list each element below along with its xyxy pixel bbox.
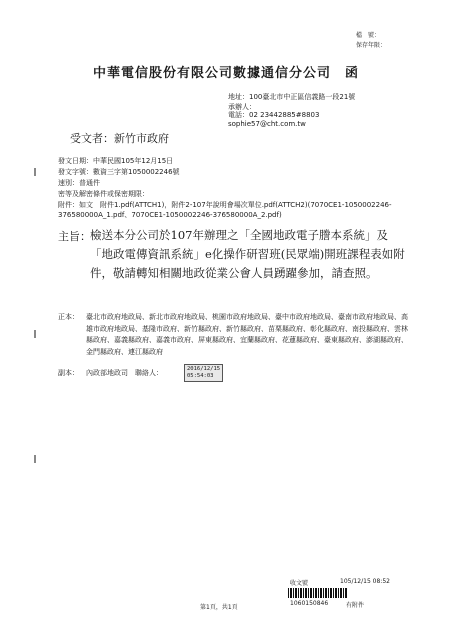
retention-label: 保存年限： (356, 42, 387, 49)
subject-label: 主旨： (58, 230, 91, 243)
main-recipients-text: 臺北市政府地政局、新北市政府地政局、桃園市政府地政局、臺中市政府地政局、臺南市政府地政局、高雄市政府地政局、基隆市政府、新竹縣政府、新竹縣政府、苗栗縣政府、彰化縣政府、南投縣政府、雲林縣政府、嘉義縣政府、嘉義市政府、屏東縣政府、宜蘭縣政府、花蓮縣政府、臺東縣政府、澎湖縣政府、金門縣政府、連江縣政府 (86, 313, 408, 356)
barcode (288, 588, 348, 598)
stamp-date: 2016/12/15 (187, 366, 221, 372)
attachments-line: 附件：如文 附件1.pdf(ATTCH1)，附件2-107年說明會場次單位.pdf(ATTCH2)(7070CE1-1050002246-376580000A_1.pdf、7070CE1-1050002246-376580000A_2.pdf) (58, 201, 392, 219)
page-number: 第1頁，共1頁 (200, 604, 238, 611)
attachment-note: 有附件 (346, 602, 365, 609)
receipt-stamp-label: 收文號 (290, 580, 309, 587)
phone-line: 電話：02 23442885#8803 (228, 111, 320, 119)
address-line: 地址：100臺北市中正區信義路一段21號 (228, 93, 356, 101)
receipt-timestamp: 105/12/15 08:52 (340, 578, 390, 585)
binding-mark (34, 455, 36, 463)
security-line: 密等及解密條件或保密期限： (58, 190, 149, 198)
contact-person: 承辦人： (228, 103, 256, 111)
email-line: sophie57@cht.com.tw (228, 120, 306, 128)
receipt-id: 1060150846 (290, 600, 329, 607)
speed-line: 速別：普通件 (58, 179, 100, 187)
stamp-time: 05:54:03 (187, 373, 214, 379)
binding-mark (34, 168, 36, 176)
archive-number-label: 檔 號： (356, 32, 381, 39)
document-number: 發文字號：數資三字第1050002246號 (58, 168, 180, 176)
organization-title: 中華電信股份有限公司數據通信分公司 函 (92, 66, 359, 81)
binding-mark (34, 330, 36, 338)
date-stamp (184, 364, 223, 382)
main-recipients-label: 正本： (58, 313, 79, 321)
cc-label: 副本： (58, 369, 79, 377)
recipient-line: 受文者：新竹市政府 (70, 132, 169, 145)
subject-text: 檢送本分公司於107年辦理之「全國地政電子謄本系統」及「地政電傳資訊系統」e化操作研習班(民眾端)開班課程表如附件，敬請轉知相關地政從業公會人員踴躍參加，請查照。 (90, 228, 405, 280)
issue-date: 發文日期：中華民國105年12月15日 (58, 157, 174, 165)
cc-text: 內政部地政司 聯絡人： (86, 369, 163, 377)
